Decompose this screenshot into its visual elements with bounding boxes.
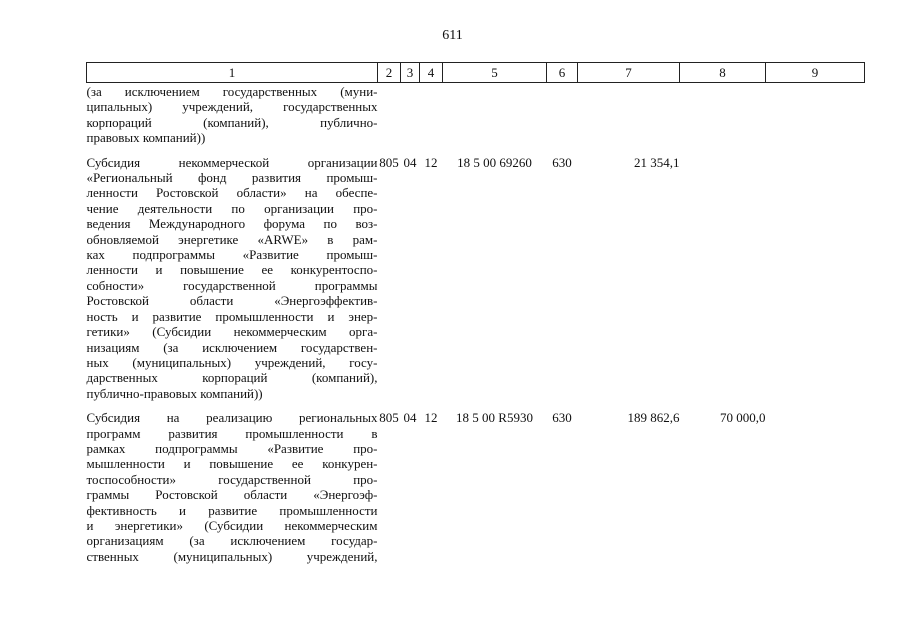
cell-ministry-code: 805 (379, 410, 399, 426)
description-line: ках подпрограммы «Развитие промыш- (86, 247, 378, 263)
cell-amount-9 (766, 401, 865, 564)
description-line: корпораций (компаний), публично- (86, 114, 378, 130)
description-line: Субсидия на реализацию региональных (86, 410, 378, 426)
description-line: ленности и повышение ее конкурентоспо- (86, 262, 378, 278)
cell-expense-type (547, 83, 578, 146)
description-line: мышленности и повышение ее конкурен- (86, 456, 378, 472)
description-line: правовых компаний)) (86, 130, 206, 146)
cell-amount-9 (766, 146, 865, 402)
description-line: ственных (муниципальных) учреждений, (86, 548, 378, 564)
column-header-7: 7 (578, 63, 680, 83)
cell-target-article: 18 5 00 R5930 (456, 410, 533, 426)
description-line: чение деятельности по организации про- (86, 200, 378, 216)
description-line: программ развития промышленности в (86, 425, 378, 441)
table-row (87, 401, 865, 564)
cell-subsection (420, 83, 443, 146)
description-line: гетики» (Субсидии некоммерческим орга- (86, 324, 378, 340)
row-description (87, 146, 378, 402)
column-header-1: 1 (87, 63, 378, 83)
row-description (87, 401, 378, 564)
description-line: тоспособности» государственной про- (86, 471, 378, 487)
description-line: «Региональный фонд развития промыш- (86, 170, 378, 186)
row-description (87, 83, 378, 146)
cell-ministry-code (378, 83, 401, 146)
cell-section: 04 (403, 154, 417, 170)
table-row (87, 146, 865, 402)
description-line: ленности Ростовской области» на обеспе- (86, 185, 378, 201)
description-line: Субсидия некоммерческой организации (86, 154, 378, 170)
column-header-5: 5 (443, 63, 547, 83)
cell-amount-8 (680, 83, 766, 146)
column-header-9: 9 (766, 63, 865, 83)
table-row (87, 83, 865, 146)
description-line: обновляемой энергетике «ARWE» в рам- (86, 231, 378, 247)
description-line: дарственных корпораций (компаний), (86, 370, 378, 386)
description-line: (за исключением государственных (муни- (86, 84, 378, 99)
cell-target-article (443, 83, 547, 146)
cell-subsection: 12 (424, 154, 438, 170)
cell-ministry-code: 805 (379, 154, 399, 170)
description-line: ность и развитие промышленности и энер- (86, 308, 378, 324)
cell-amount-7: 21 354,1 (634, 154, 680, 170)
column-header-6: 6 (547, 63, 578, 83)
description-line: и энергетики» (Субсидии некоммерческим (86, 517, 378, 533)
page-number: 611 (442, 28, 463, 43)
cell-amount-8: 70 000,0 (720, 410, 766, 426)
column-header-2: 2 (378, 63, 401, 83)
cell-expense-type: 630 (552, 154, 572, 170)
description-line: фективность и развитие промышленности (86, 502, 378, 518)
cell-subsection: 12 (424, 410, 438, 426)
description-line: граммы Ростовской области «Энергоэф- (86, 487, 378, 503)
description-line: собности» государственной программы (86, 277, 378, 293)
column-header-3: 3 (401, 63, 420, 83)
column-header-8: 8 (680, 63, 766, 83)
cell-target-article: 18 5 00 69260 (457, 154, 532, 170)
description-line: ных (муниципальных) учреждений, госу- (86, 354, 378, 370)
column-header-4: 4 (420, 63, 443, 83)
description-line: ципальных) учреждений, государственных (86, 99, 378, 115)
description-line: публично-правовых компаний)) (86, 385, 263, 401)
cell-expense-type: 630 (552, 410, 572, 426)
cell-amount-7 (578, 83, 680, 146)
description-line: ведения Международного форума по воз- (86, 216, 378, 232)
table-header-row (87, 63, 865, 83)
description-line: рамках подпрограммы «Развитие про- (86, 440, 378, 456)
description-line: Ростовской области «Энергоэффектив- (86, 293, 378, 309)
cell-section: 04 (403, 410, 417, 426)
cell-amount-7: 189 862,6 (627, 410, 680, 426)
cell-amount-8 (680, 146, 766, 402)
cell-amount-9 (766, 83, 865, 146)
description-line: низациям (за исключением государствен- (86, 339, 378, 355)
budget-table (86, 62, 865, 564)
cell-section (401, 83, 420, 146)
description-line: организациям (за исключением государ- (86, 533, 378, 549)
